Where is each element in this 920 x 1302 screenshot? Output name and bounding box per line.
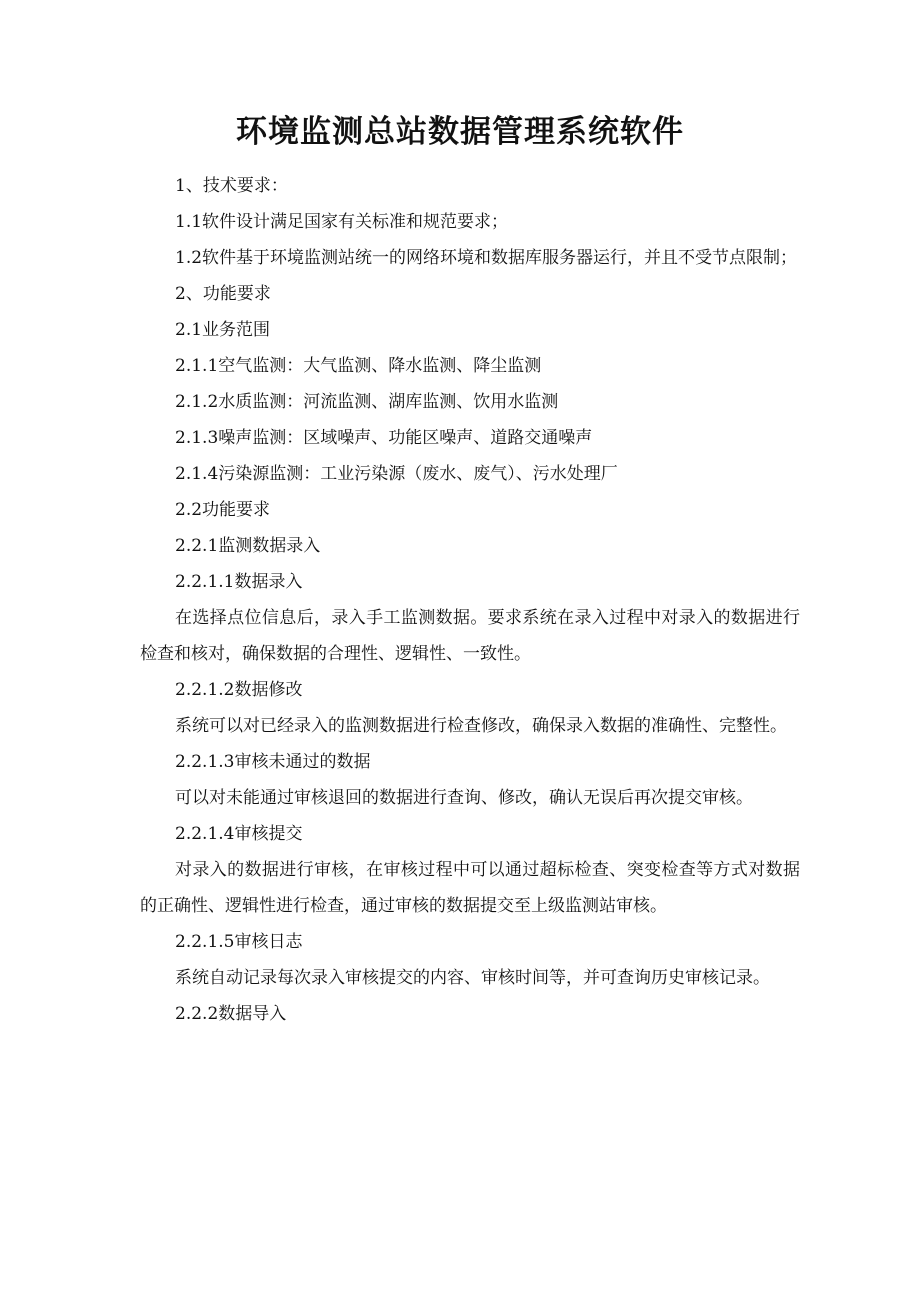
paragraph-12: 2.2.1.1数据录入 — [175, 572, 303, 592]
paragraph-4: 2、功能要求 — [175, 284, 271, 304]
paragraph-11: 2.2.1监测数据录入 — [175, 536, 321, 556]
paragraph-21: 系统自动记录每次录入审核提交的内容、审核时间等，并可查询历史审核记录。 — [175, 968, 770, 988]
paragraph-10: 2.2功能要求 — [175, 500, 271, 520]
paragraph-1: 1、技术要求： — [175, 176, 288, 196]
paragraph-16: 2.2.1.3审核未通过的数据 — [175, 752, 371, 772]
paragraph-18: 2.2.1.4审核提交 — [175, 824, 303, 844]
document-title: 环境监测总站数据管理系统软件 — [236, 114, 684, 150]
paragraph-14: 2.2.1.2数据修改 — [175, 680, 303, 700]
paragraph-8: 2.1.3噪声监测：区域噪声、功能区噪声、道路交通噪声 — [175, 428, 593, 448]
paragraph-19: 对录入的数据进行审核，在审核过程中可以通过超标检查、突变检查等方式对数据的正确性、逻辑性进行检查，通过审核的数据提交至上级监测站审核。 — [140, 860, 800, 916]
paragraph-5: 2.1业务范围 — [175, 320, 271, 340]
paragraph-20: 2.2.1.5审核日志 — [175, 932, 303, 952]
paragraph-9: 2.1.4污染源监测：工业污染源（废水、废气）、污水处理厂 — [175, 464, 618, 484]
document-body — [140, 168, 800, 1032]
paragraph-3: 1.2软件基于环境监测站统一的网络环境和数据库服务器运行，并且不受节点限制； — [175, 248, 798, 268]
paragraph-22: 2.2.2数据导入 — [175, 1004, 287, 1024]
paragraph-13: 在选择点位信息后，录入手工监测数据。要求系统在录入过程中对录入的数据进行检查和核对，确保数据的合理性、逻辑性、一致性。 — [140, 608, 800, 664]
paragraph-6: 2.1.1空气监测：大气监测、降水监测、降尘监测 — [175, 356, 542, 376]
paragraph-7: 2.1.2水质监测：河流监测、湖库监测、饮用水监测 — [175, 392, 559, 412]
paragraph-17: 可以对未能通过审核退回的数据进行查询、修改，确认无误后再次提交审核。 — [175, 788, 753, 808]
paragraph-15: 系统可以对已经录入的监测数据进行检查修改，确保录入数据的准确性、完整性。 — [175, 716, 787, 736]
paragraph-2: 1.1软件设计满足国家有关标准和规范要求； — [175, 212, 509, 232]
